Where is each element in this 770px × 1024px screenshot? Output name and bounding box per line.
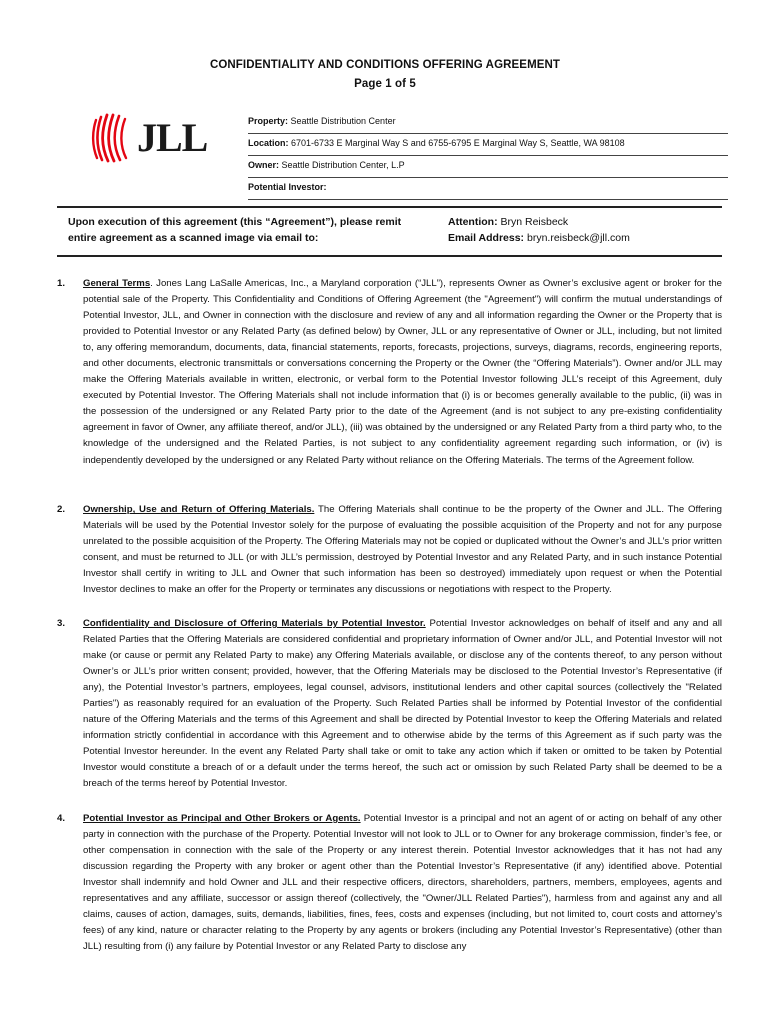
property-label: Property:	[248, 116, 289, 126]
owner-label: Owner:	[248, 160, 280, 170]
section-general-terms	[57, 276, 722, 469]
section-number: 1.	[57, 278, 66, 289]
divider-bottom	[57, 255, 722, 257]
section-body	[83, 276, 722, 469]
document-title: CONFIDENTIALITY AND CONDITIONS OFFERING AGREEMENT	[209, 59, 561, 71]
section-body	[83, 616, 722, 793]
section-text: The Offering Materials shall continue to be the property of the Owner and JLL. The Offering Materials will be used by the Potential Investor solely for the purpose of evaluating the possible acquisition of the Property and not for any purpose unrelated to the possible acquisition of the Property. The Offering Materials may not be copied or duplicated without the Owner’s and JLL’s prior written consent, and must be returned to JLL (or with JLL’s permission, destroyed by Potential Investor and any Related Party, and in such instance Potential Investor shall certify in writing to JLL and Owner that such information has been so destroyed) immediately upon request or when the Potential Investor declines to make an offer for the Property or terminates any discussions or negotiations with respect to the Property.	[83, 504, 722, 596]
email-label: Email Address:	[448, 232, 525, 244]
owner-value: Seattle Distribution Center, L.P	[279, 160, 405, 170]
section-number: 4.	[57, 813, 66, 824]
owner-field	[248, 156, 728, 178]
remit-instructions: Upon execution of this agreement (this “Agreement”), please remit entire agreement as a scanned image via email to:	[68, 216, 402, 244]
email-value[interactable]: bryn.reisbeck@jll.com	[524, 232, 630, 244]
section-number: 3.	[57, 618, 66, 629]
divider-top	[57, 206, 722, 208]
section-heading: Potential Investor as Principal and Other Brokers or Agents.	[83, 813, 361, 824]
page-indicator: Page 1 of 5	[354, 78, 416, 90]
section-body	[83, 811, 722, 955]
section-confidentiality	[57, 616, 722, 793]
property-field	[248, 112, 728, 134]
potential-investor-field[interactable]	[248, 178, 728, 200]
section-number: 2.	[57, 504, 66, 515]
section-text: Potential Investor acknowledges on behalf of itself and any and all Related Parties that the Offering Materials are considered confidential and proprietary information of Owner and/or JLL, and Potential Investor will not make (or cause or permit any Related Party to make) any Offering Materials available, or disclose any of the contents thereof, to any person without Owner’s or JLL’s prior written consent; provided, however, that the Offering Materials may be disclosed to the Potential Investor’s Representative (if any), the Potential Investor’s partners, employees, legal counsel, advisors, institutional lenders and other capital sources (collectively the "Related Parties") as reasonably required for an evaluation of the Property. Such Related Parties shall be informed by Potential Investor of the confidential nature of the Offering Materials and the terms of this Agreement and shall be directed by Potential Investor to keep the Offering Materials and related information strictly confidential in accordance with this Agreement and to otherwise abide by the terms of this Agreement as if such party was the Potential Investor hereunder. In the event any Related Party shall take or omit to take any action which if taken or omitted to be taken by Potential Investor would constitute a breach of or a default under the terms hereof, the such act or omission by such Related Party shall be deemed to be a breach of the terms hereof by Potential Investor.	[83, 618, 722, 790]
section-body	[83, 502, 722, 598]
section-text: . Jones Lang LaSalle Americas, Inc., a Maryland corporation (“JLL”), represents Owner as Owner’s exclusive agent or broker for the potential sale of the Property. This Confidentiality and Conditions of Offering Agreement (the "Agreement") will confirm the mutual understandings of Potential Investor, JLL, and Owner in connection with the disclosure and review of any and all information regarding the Owner or the Property that is provided to Potential Investor or any Related Party (as defined below) by Owner, JLL or any representative of Owner or JLL, including, but not limited to, any offering memorandum, documents, data, financial statements, reports, forecasts, projections, surveys, diagrams, records, engineering reports, and other documents, electronic transmittals or conversations concerning the Property or the Owner (the “Offering Materials”). Owner and/or JLL may make the Offering Materials available in written, electronic, or verbal form to the Potential Investor following JLL’s receipt of this Agreement, duly executed by Potential Investor. The Offering Materials shall not include information that (i) is or becomes generally available to the public, (ii) was in the possession of the undersigned or any Related Party prior to the date of the Agreement (and is not subject to any pre-existing confidentiality agreement in favor of Owner, any affiliate thereof, and/or JLL), (iii) was obtained by the undersigned or any Related Party from a third party who, to the knowledge of the undersigned and the Related Parties, is not subject to any confidentiality agreement regarding such information, or (iv) is independently developed by the undersigned or any Related Party without reliance on the Offering Materials. The terms of the Agreement follow.	[83, 278, 722, 466]
attention-value: Bryn Reisbeck	[497, 216, 569, 228]
attention-label: Attention:	[448, 216, 498, 228]
jll-logo-wordmark: JLL	[137, 115, 208, 160]
attention-block	[448, 214, 728, 246]
attention-line	[448, 214, 728, 230]
section-heading: General Terms	[83, 278, 151, 289]
section-heading: Confidentiality and Disclosure of Offering Materials by Potential Investor.	[83, 618, 426, 629]
potential-investor-label: Potential Investor:	[248, 182, 327, 192]
section-text: Potential Investor is a principal and not an agent of or acting on behalf of any other party in connection with the purchase of the Property. Potential Investor will not look to JLL or to Owner for any brokerage commission, finder’s fee, or other compensation in connection with the sale of the Property or any interest therein. Potential Investor acknowledges that it has not had any discussion regarding the Property with any broker or agent other than the Potential Investor’s Representative (if any) identified above. Potential Investor shall indemnify and hold Owner and JLL and their respective officers, directors, shareholders, partners, members, employees, agents and representatives and any affiliate, successor or assign thereof (collectively, the "Owner/JLL Related Parties"), harmless from and against any and all claims, causes of action, damages, suits, demands, liabilities, fines, fees, costs and expenses (including, but not limited to, court costs and attorney’s fees) of any kind, nature or character relating to the Property by any agents or brokers (including any Potential Investor’s Representative) (other than JLL) resulting from (i) any failure by Potential Investor or any Related Party to disclose any	[83, 813, 722, 953]
section-ownership	[57, 502, 722, 598]
location-value: 6701-6733 E Marginal Way S and 6755-6795 E Marginal Way S, Seattle, WA 98108	[288, 138, 625, 148]
jll-logo	[90, 112, 215, 164]
section-principal-brokers	[57, 811, 722, 955]
section-heading: Ownership, Use and Return of Offering Materials.	[83, 504, 315, 515]
location-label: Location:	[248, 138, 289, 148]
location-field	[248, 134, 728, 156]
email-line	[448, 230, 728, 246]
property-info-fields	[248, 112, 728, 200]
property-value: Seattle Distribution Center	[288, 116, 396, 126]
